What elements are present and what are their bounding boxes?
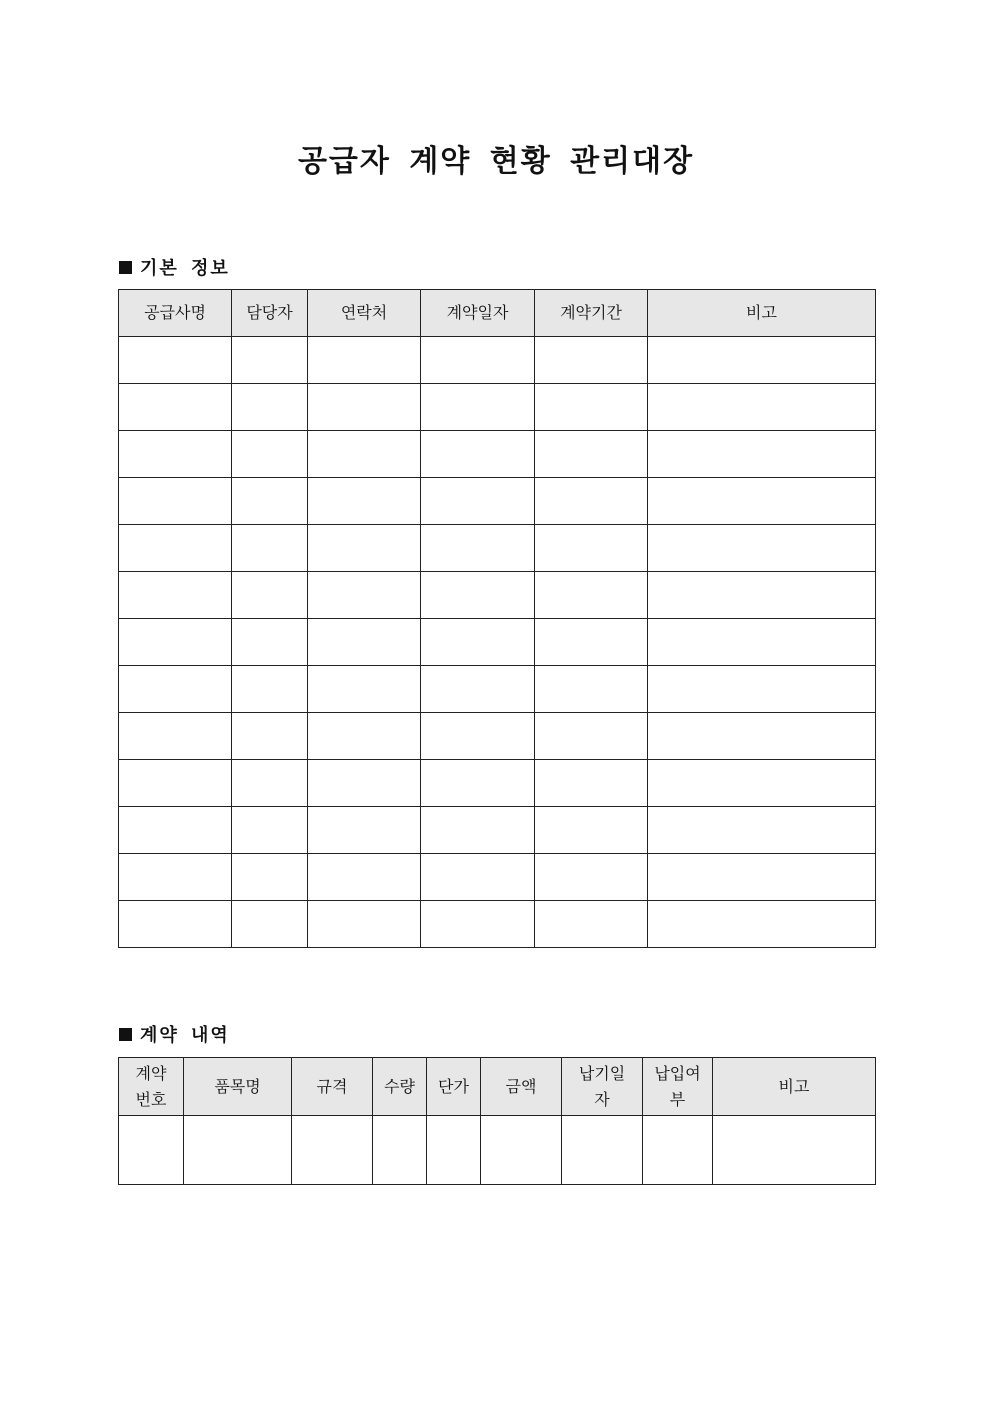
table-cell[interactable]: [119, 431, 232, 478]
table-header-row: [119, 1058, 876, 1116]
table-cell[interactable]: [119, 901, 232, 948]
table-cell[interactable]: [535, 713, 648, 760]
table-cell[interactable]: [535, 901, 648, 948]
contract-details-table: [118, 1057, 876, 1185]
table-row: [119, 384, 876, 431]
table-cell[interactable]: [421, 807, 535, 854]
table-cell[interactable]: [648, 572, 876, 619]
table-cell[interactable]: [292, 1116, 373, 1185]
table-cell[interactable]: [427, 1116, 481, 1185]
table-cell[interactable]: [421, 337, 535, 384]
table-row: [119, 525, 876, 572]
table-cell[interactable]: [648, 384, 876, 431]
table-row: [119, 666, 876, 713]
table-cell[interactable]: [648, 760, 876, 807]
table-cell[interactable]: [421, 384, 535, 431]
table-cell[interactable]: [648, 619, 876, 666]
table-cell[interactable]: [232, 901, 308, 948]
column-header-spec: 규격: [292, 1058, 373, 1116]
table-row: [119, 713, 876, 760]
column-header-remarks: 비고: [713, 1058, 876, 1116]
table-cell[interactable]: [421, 854, 535, 901]
table-cell[interactable]: [535, 525, 648, 572]
table-cell[interactable]: [119, 666, 232, 713]
table-cell[interactable]: [119, 1116, 184, 1185]
table-cell[interactable]: [308, 384, 421, 431]
table-row: [119, 619, 876, 666]
table-cell[interactable]: [481, 1116, 562, 1185]
column-header-contract-number: 계약 번호: [119, 1058, 184, 1116]
column-header-contract-period: 계약기간: [535, 290, 648, 337]
table-row: [119, 431, 876, 478]
table-cell[interactable]: [232, 713, 308, 760]
section-heading-basic-info: [119, 254, 230, 280]
table-cell[interactable]: [232, 478, 308, 525]
table-cell[interactable]: [232, 619, 308, 666]
table-cell[interactable]: [535, 431, 648, 478]
table-cell[interactable]: [308, 478, 421, 525]
table-cell[interactable]: [648, 807, 876, 854]
basic-info-table-body: [119, 337, 876, 948]
table-cell[interactable]: [535, 666, 648, 713]
table-cell[interactable]: [421, 431, 535, 478]
column-header-quantity: 수량: [373, 1058, 427, 1116]
table-cell[interactable]: [535, 384, 648, 431]
table-row: [119, 854, 876, 901]
table-cell[interactable]: [648, 901, 876, 948]
table-row: [119, 807, 876, 854]
table-cell[interactable]: [119, 713, 232, 760]
table-cell[interactable]: [308, 619, 421, 666]
table-cell[interactable]: [421, 525, 535, 572]
table-cell[interactable]: [373, 1116, 427, 1185]
table-cell[interactable]: [308, 760, 421, 807]
column-header-amount: 금액: [481, 1058, 562, 1116]
table-cell[interactable]: [535, 619, 648, 666]
table-row: [119, 1116, 876, 1185]
column-header-item-name: 품목명: [184, 1058, 292, 1116]
table-cell[interactable]: [643, 1116, 713, 1185]
table-cell[interactable]: [535, 478, 648, 525]
table-cell[interactable]: [648, 337, 876, 384]
table-cell[interactable]: [308, 525, 421, 572]
table-cell[interactable]: [421, 901, 535, 948]
section-heading-label: 기본 정보: [140, 258, 230, 279]
basic-info-table: [118, 289, 876, 948]
table-cell[interactable]: [232, 760, 308, 807]
table-cell[interactable]: [648, 431, 876, 478]
column-header-phone: 연락처: [308, 290, 421, 337]
table-cell[interactable]: [232, 525, 308, 572]
square-bullet-icon: [119, 261, 132, 274]
table-row: [119, 478, 876, 525]
table-cell[interactable]: [232, 572, 308, 619]
table-row: [119, 572, 876, 619]
table-cell[interactable]: [535, 337, 648, 384]
table-cell[interactable]: [308, 713, 421, 760]
table-cell[interactable]: [308, 901, 421, 948]
table-row: [119, 337, 876, 384]
table-cell[interactable]: [184, 1116, 292, 1185]
table-cell[interactable]: [648, 666, 876, 713]
table-header-row: [119, 290, 876, 337]
table-cell[interactable]: [421, 619, 535, 666]
square-bullet-icon: [119, 1028, 132, 1041]
table-cell[interactable]: [232, 854, 308, 901]
table-cell[interactable]: [648, 525, 876, 572]
table-cell[interactable]: [119, 384, 232, 431]
table-cell[interactable]: [308, 666, 421, 713]
table-cell[interactable]: [232, 384, 308, 431]
table-row: [119, 760, 876, 807]
table-cell[interactable]: [119, 760, 232, 807]
table-cell[interactable]: [119, 854, 232, 901]
table-cell[interactable]: [119, 572, 232, 619]
table-cell[interactable]: [648, 854, 876, 901]
table-cell[interactable]: [308, 337, 421, 384]
table-cell[interactable]: [308, 854, 421, 901]
table-cell[interactable]: [713, 1116, 876, 1185]
table-cell[interactable]: [535, 572, 648, 619]
table-cell[interactable]: [535, 760, 648, 807]
document-title: 공급자 계약 현황 관리대장: [297, 144, 695, 179]
table-cell[interactable]: [119, 807, 232, 854]
column-header-payment-status: 납입여 부: [643, 1058, 713, 1116]
table-cell[interactable]: [535, 854, 648, 901]
table-cell[interactable]: [232, 807, 308, 854]
table-cell[interactable]: [308, 431, 421, 478]
table-cell[interactable]: [421, 666, 535, 713]
column-header-supplier-name: 공급사명: [119, 290, 232, 337]
table-cell[interactable]: [648, 478, 876, 525]
table-cell[interactable]: [232, 431, 308, 478]
table-cell[interactable]: [119, 525, 232, 572]
table-cell[interactable]: [232, 666, 308, 713]
table-cell[interactable]: [562, 1116, 643, 1185]
column-header-unit-price: 단가: [427, 1058, 481, 1116]
table-cell[interactable]: [308, 807, 421, 854]
section-heading-label: 계약 내역: [140, 1025, 230, 1046]
table-cell[interactable]: [308, 572, 421, 619]
table-cell[interactable]: [648, 713, 876, 760]
table-cell[interactable]: [421, 713, 535, 760]
column-header-delivery-date: 납기일 자: [562, 1058, 643, 1116]
section-heading-contract-details: [119, 1021, 230, 1047]
column-header-contract-date: 계약일자: [421, 290, 535, 337]
table-cell[interactable]: [421, 478, 535, 525]
column-header-contact-person: 담당자: [232, 290, 308, 337]
table-cell[interactable]: [232, 337, 308, 384]
column-header-remarks: 비고: [648, 290, 876, 337]
table-cell[interactable]: [421, 760, 535, 807]
table-cell[interactable]: [119, 337, 232, 384]
contract-details-table-body: [119, 1116, 876, 1185]
table-cell[interactable]: [119, 478, 232, 525]
table-cell[interactable]: [535, 807, 648, 854]
table-cell[interactable]: [421, 572, 535, 619]
table-cell[interactable]: [119, 619, 232, 666]
table-row: [119, 901, 876, 948]
